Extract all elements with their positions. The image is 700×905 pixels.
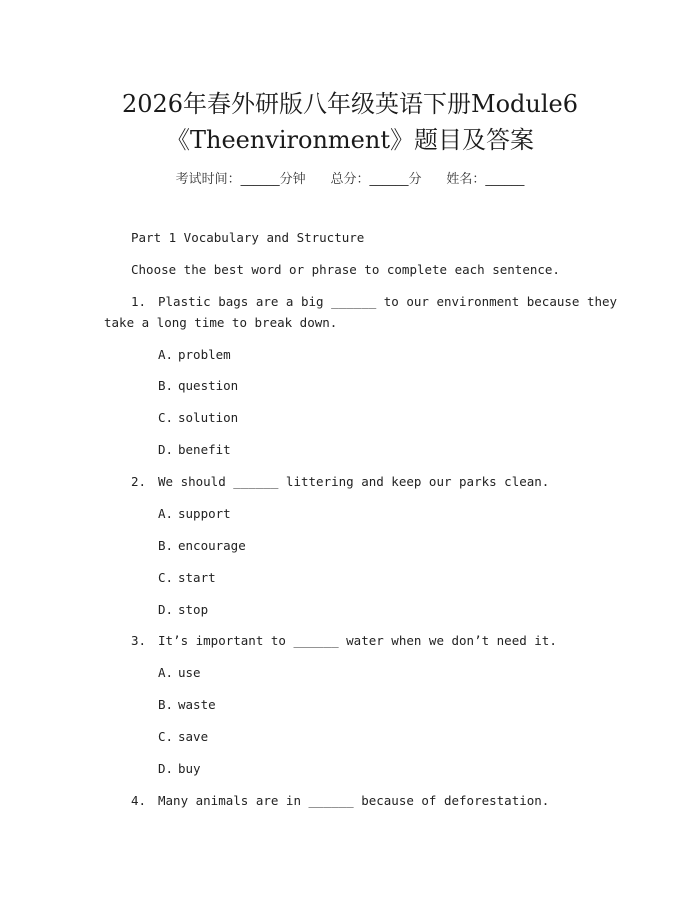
- option-item: [158, 378, 238, 393]
- question-text: Many animals are in ______ because of deforestation.: [158, 793, 550, 808]
- option-letter: B.: [158, 538, 174, 553]
- time-label: 考试时间：: [175, 172, 241, 187]
- option-letter: D.: [158, 602, 174, 617]
- option-item: [158, 665, 201, 680]
- option-letter: A.: [158, 347, 174, 362]
- option-text: start: [178, 570, 216, 585]
- question-number: 1.: [131, 294, 147, 309]
- option-letter: D.: [158, 442, 174, 457]
- option-letter: A.: [158, 506, 174, 521]
- name-label: 姓名：: [446, 172, 486, 187]
- option-letter: D.: [158, 761, 174, 776]
- option-item: [158, 761, 201, 776]
- option-item: [158, 506, 231, 521]
- option-letter: B.: [158, 378, 174, 393]
- option-text: support: [178, 506, 231, 521]
- option-text: use: [178, 665, 201, 680]
- name-blank: ______: [485, 172, 525, 187]
- option-item: [158, 347, 231, 362]
- question-text-continued: take a long time to break down.: [104, 315, 338, 330]
- score-label: 总分：: [330, 172, 370, 187]
- option-letter: A.: [158, 665, 174, 680]
- option-letter: C.: [158, 410, 174, 425]
- question-text: We should ______ littering and keep our parks clean.: [158, 474, 550, 489]
- question-number: 2.: [131, 474, 147, 489]
- option-letter: C.: [158, 570, 174, 585]
- option-text: encourage: [178, 538, 246, 553]
- option-text: stop: [178, 602, 209, 617]
- option-item: [158, 570, 216, 585]
- section-instruction: Choose the best word or phrase to complete each sentence.: [131, 262, 560, 277]
- option-text: benefit: [178, 442, 231, 457]
- question-number: 4.: [131, 793, 147, 808]
- question-number: 3.: [131, 633, 147, 648]
- time-blank: ______: [240, 172, 280, 187]
- option-item: [158, 602, 208, 617]
- section-title: Part 1 Vocabulary and Structure: [131, 230, 365, 245]
- option-text: waste: [178, 697, 216, 712]
- question-text: It’s important to ______ water when we don’t need it.: [158, 633, 557, 648]
- option-item: [158, 410, 238, 425]
- option-letter: B.: [158, 697, 174, 712]
- option-item: [158, 729, 208, 744]
- option-text: problem: [178, 347, 231, 362]
- option-item: [158, 538, 246, 553]
- option-text: solution: [178, 410, 239, 425]
- option-item: [158, 442, 231, 457]
- document-title-line-2: 《Theenvironment》题目及答案: [165, 126, 534, 154]
- option-text: buy: [178, 761, 201, 776]
- score-blank: ______: [369, 172, 409, 187]
- score-unit: 分: [408, 172, 422, 187]
- option-letter: C.: [158, 729, 174, 744]
- option-text: question: [178, 378, 239, 393]
- option-item: [158, 697, 216, 712]
- document-title-line-1: 2026年春外研版八年级英语下册Module6: [121, 90, 579, 118]
- time-unit: 分钟: [279, 172, 306, 187]
- question-text: Plastic bags are a big ______ to our environment because they: [158, 294, 618, 309]
- option-text: save: [178, 729, 209, 744]
- exam-info-line: [0, 168, 700, 187]
